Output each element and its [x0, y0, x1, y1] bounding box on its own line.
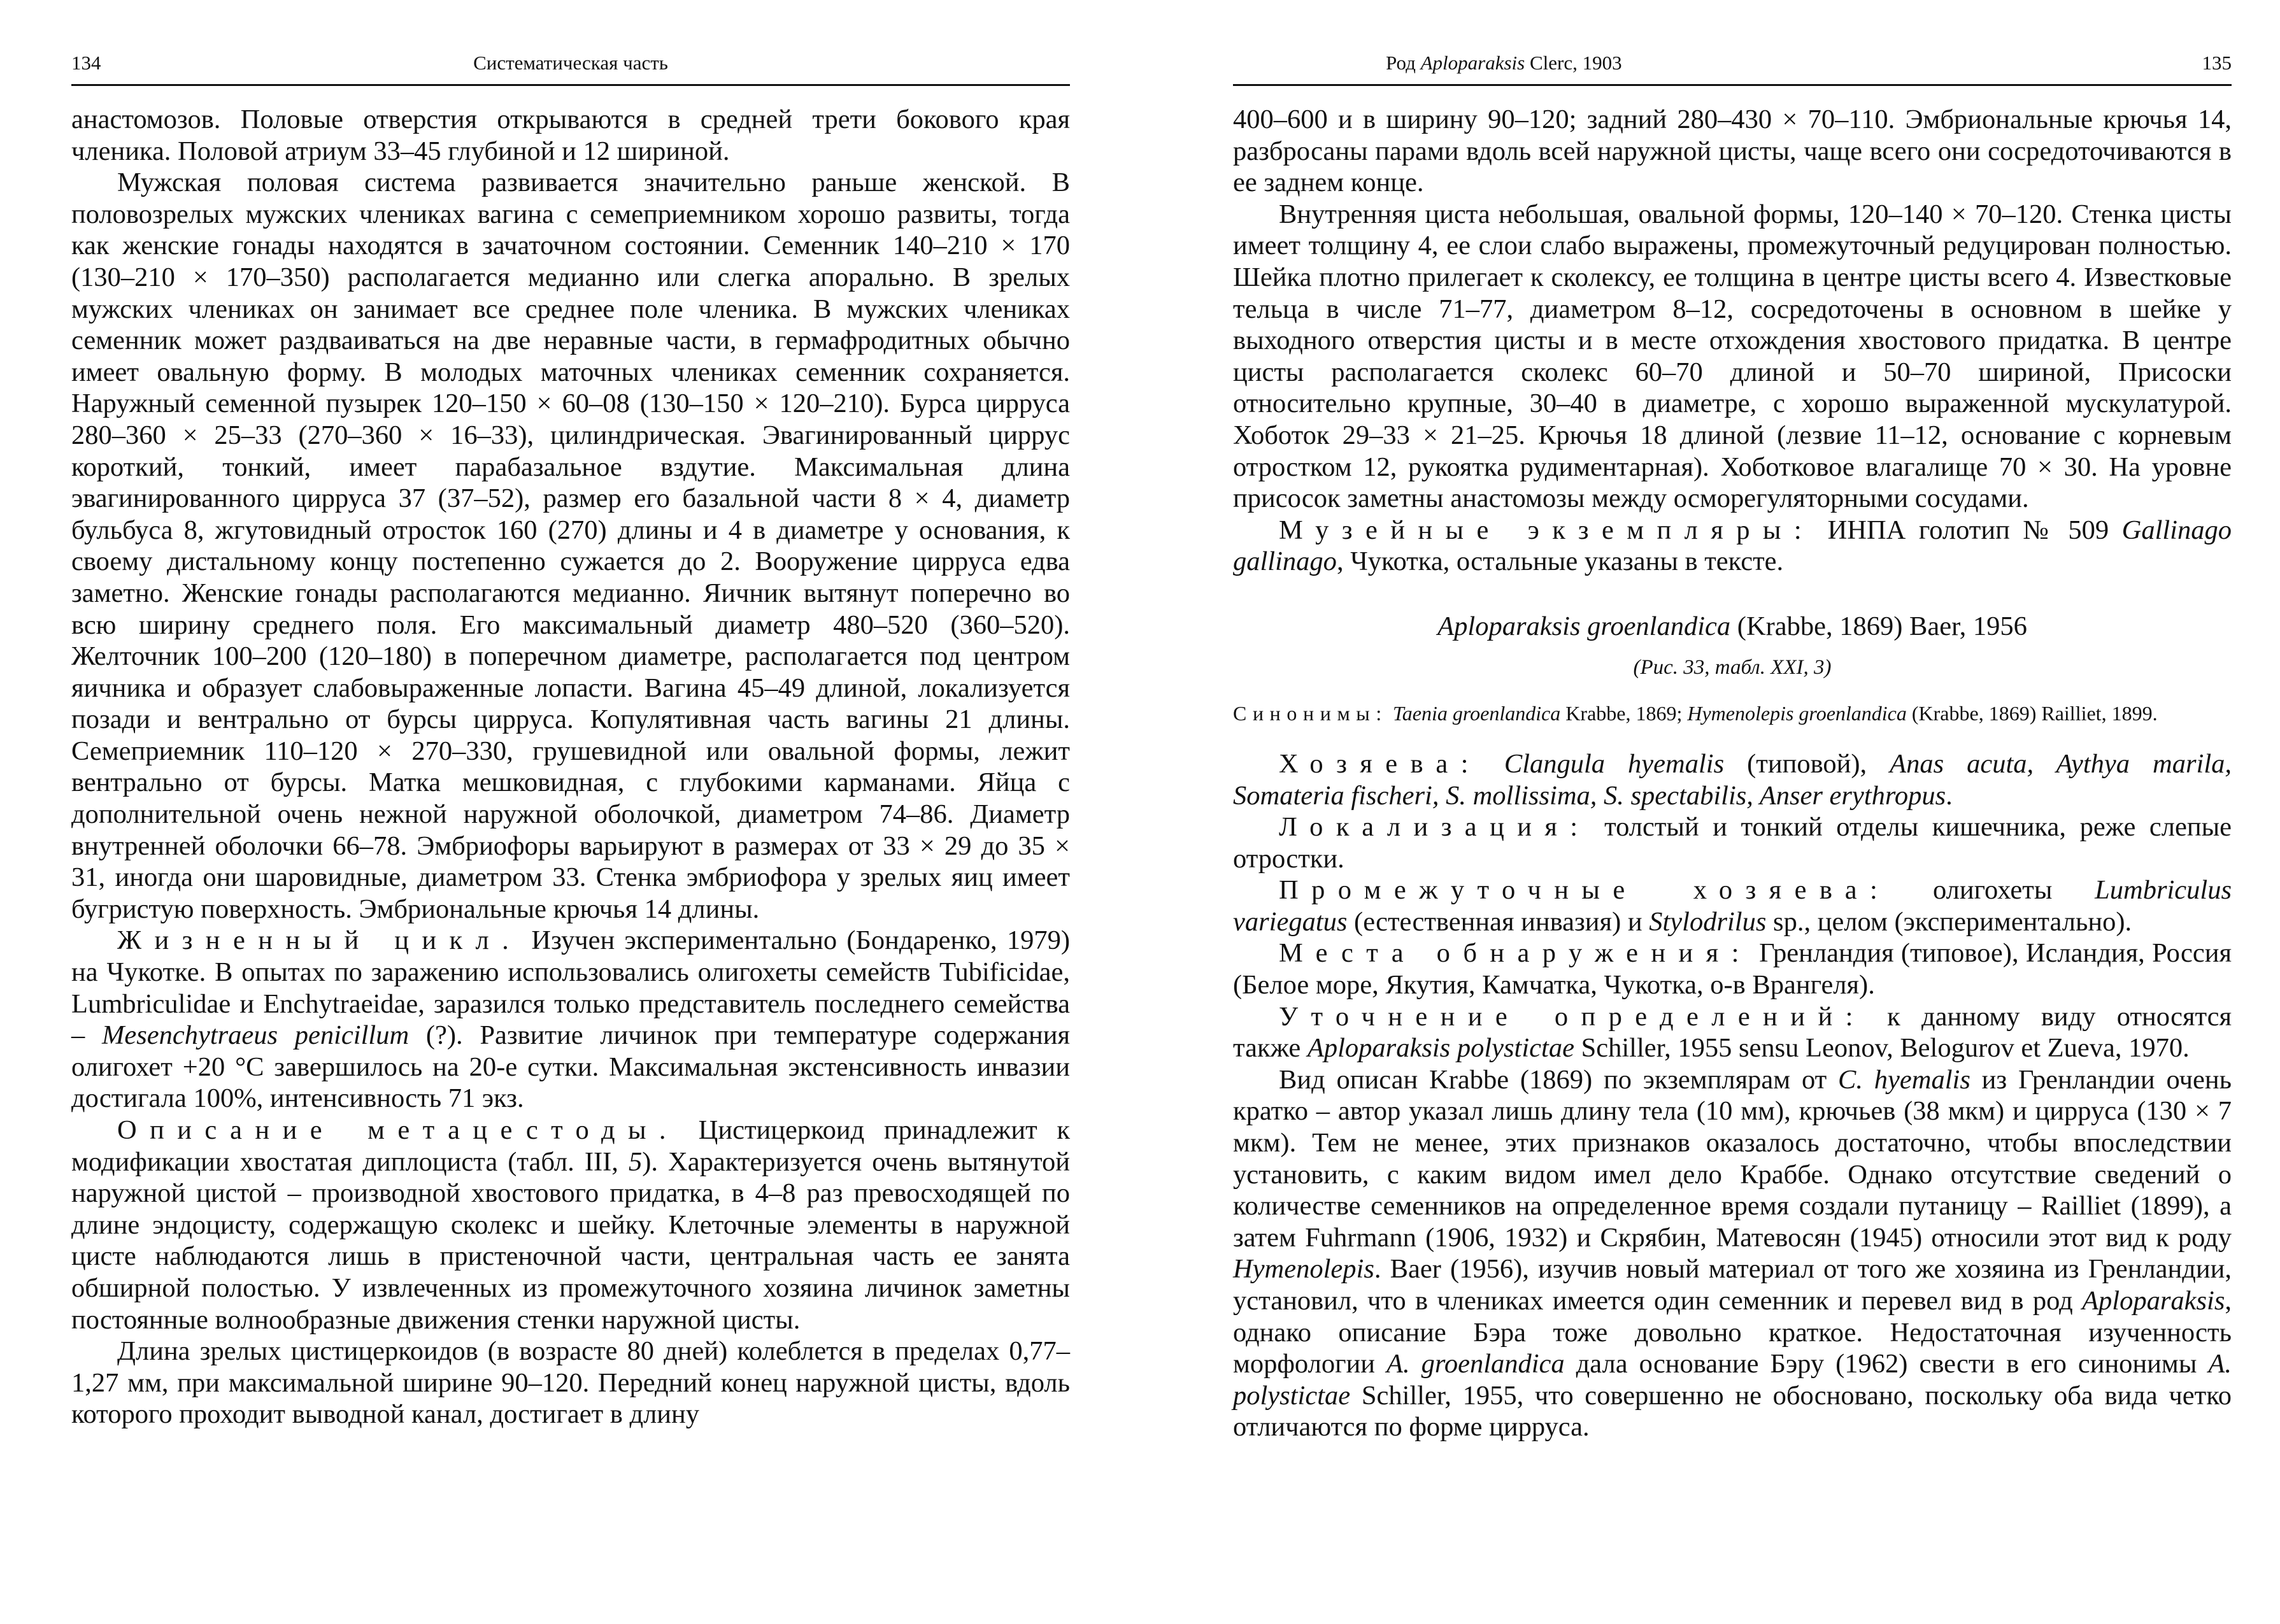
species-title: Aploparaksis groenlandica (Krabbe, 1869) Baer, 1956 [1437, 611, 2027, 641]
paragraph: Музейные экземпляры: ИНПА голотип № 509 Gallinago gallinago, Чукотка, остальные указаны в тексте. [1233, 515, 2232, 577]
paragraph: Длина зрелых цистицеркоидов (в возрасте 80 дней) колеблется в пределах 0,77–1,27 мм, при максимальной ширине 90–120. Передний конец наружной цисты, вдоль которого проходит выводной канал, достигает в длину [71, 1336, 1070, 1430]
right-header [1233, 45, 2232, 82]
figure-reference: (Рис. 33, табл. XXI, 3) [1633, 655, 1832, 679]
synonyms: Синонимы: Taenia groenlandica Krabbe, 1869; Hymenolepis groenlandica (Krabbe, 1869) Railliet, 1899. [1233, 701, 2158, 725]
right-page [1140, 0, 2280, 1624]
page-number: 135 [2202, 52, 2232, 74]
right-body [1233, 104, 2232, 1443]
page-number: 134 [71, 52, 101, 74]
localization: Локализация: толстый и тонкий отделы кишечника, реже слепые отростки. [1233, 812, 2232, 874]
paragraph: 400–600 и в ширину 90–120; задний 280–430 × 70–110. Эмбриональные крючья 14, разбросаны парами вдоль всей наружной цисты, чаще всего они сосредоточиваются в ее заднем конце. [1233, 104, 2232, 198]
header-rule [71, 84, 1070, 86]
left-header [71, 45, 1070, 82]
section-label: Музейные экземпляры: [1279, 515, 1815, 545]
hosts: Хозяева: Clangula hyemalis (типовой), Anas acuta, Aythya marila, Somateria fischeri, S. mollissima, S. spectabilis, Anser erythropus. [1233, 748, 2232, 811]
running-head: Род Aploparaksis Clerc, 1903 [1386, 52, 1622, 74]
intermediate-hosts: Промежуточные хозяева: олигохеты Lumbriculus variegatus (естественная инвазия) и Stylodrilus sp., целом (экспериментально). [1233, 875, 2232, 937]
left-body [71, 104, 1070, 1430]
paragraph: Мужская половая система развивается значительно раньше женской. В половозрелых мужских члениках вагина с семеприемником хорошо развиты, тогда как женские гонады находятся в зачаточном состоянии. Семенник 140–210 × 170 (130–210 × 170–350) располагается медианно или слегка апорально. В зрелых мужских члениках он занимает все среднее поле членика. В мужских члениках семенник может раздваиваться на две неравные части, в гермафродитных обычно имеет овальную форму. В молодых маточных члениках семенник сохраняется. Наружный семенной пузырек 120–150 × 60–08 (130–150 × 120–210). Бурса цирруса 280–360 × 25–33 (270–360 × 16–33), цилиндрическая. Эвагинированный циррус короткий, тонкий, имеет парабазальное вздутие. Максимальная длина эвагинированного цирруса 37 (37–52), размер его базальной части 8 × 4, диаметр бульбуса 8, жгутовидный отросток 160 (270) длины и 4 в диаметре у основания, к своему дистальному концу постепенно сужается до 2. Вооружение цирруса едва заметно. Женские гонады располагаются медианно. Яичник вытянут поперечно во всю ширину среднего поля. Его максимальный диаметр 480–520 (360–520). Желточник 100–200 (120–180) в поперечном диаметре, располагается под центром яичника и образует слабовыраженные лопасти. Вагина 45–49 длиной, локализуется позади и вентрально от бурсы цирруса. Копулятивная часть вагины 21 длины. Семеприемник 110–120 × 270–330, грушевидной или овальной формы, лежит вентрально от бурсы. Матка мешковидная, с глубокими карманами. Яйца с дополнительной очень нежной наружной оболочкой, диаметром 74–86. Диаметр внутренней оболочки 66–78. Эмбриофоры варьируют в размерах от 33 × 29 до 35 × 31, иногда они шаровидные, диаметром 33. Стенка эмбриофора у зрелых яиц имеет бугристую поверхность. Эмбриональные крючья 14 длины. [71, 167, 1070, 924]
header-rule [1233, 84, 2232, 86]
running-head: Систематическая часть [473, 52, 668, 74]
paragraph: Вид описан Krabbe (1869) по экземплярам от C. hyemalis из Гренландии очень кратко – автор указал лишь длину тела (10 мм), крючьев (38 мкм) и цирруса (130 × 7 мкм). Тем не менее, этих признаков оказалось достаточно, чтобы впоследствии установить, с каким видом имел дело Краббе. Однако отсутствие сведений о количестве семенников на определенное время создали путаницу – Railliet (1899), а затем Fuhrmann (1906, 1932) и Скрябин, Матевосян (1945) относили этот вид к роду Hymenolepis. Baer (1956), изучив новый материал от того же хозяина из Гренландии, установил, что в члениках имеется один семенник и перевел вид в род Aploparaksis, однако описание Бэра тоже довольно краткое. Недостаточная изученность морфологии A. groenlandica дала основание Бэру (1962) свести в его синонимы A. polystictae Schiller, 1955, что совершенно не обосновано, поскольку оба вида четко отличаются по форме цирруса. [1233, 1064, 2232, 1442]
section-label: Жизненный цикл. [117, 925, 522, 956]
paragraph: Внутренняя циста небольшая, овальной формы, 120–140 × 70–120. Стенка цисты имеет толщину 4, ее слои слабо выражены, промежуточный редуцирован полностью. Шейка плотно прилегает к сколексу, ее толщина в центре цисты всего 4. Известковые тельца в числе 71–77, диаметром 8–12, сосредоточены в основном в шейке у выходного отверстия цисты и в месте отхождения хвостового придатка. В центре цисты располагается сколекс 60–70 длиной и 50–70 шириной, Присоски относительно крупные, 30–40 в диаметре, с хорошо выраженной мускулатурой. Хоботок 29–33 × 21–25. Крючья 18 длиной (лезвие 11–12, основание с корневым отростком 12, рукоятка рудиментарная). Хоботковое влагалище 70 × 30. На уровне присосок заметны анастомозы между осморегуляторными сосудами. [1233, 199, 2232, 514]
places-found: Места обнаружения: Гренландия (типовое), Исландия, Россия (Белое море, Якутия, Камчатка, Чукотка, о-в Врангеля). [1233, 938, 2232, 1001]
paragraph: Жизненный цикл. Изучен экспериментально (Бондаренко, 1979) на Чукотке. В опытах по заражению использовались олигохеты семейств Tubificidae, Lumbriculidae и Enchytraeidae, заразился только представитель последнего семейства – Mesenchytraeus penicillum (?). Развитие личинок при температуре содержания олигохет +20 °С завершилось на 20-е сутки. Максимальная экстенсивность инвазии достигала 100%, интенсивность 71 экз. [71, 925, 1071, 1114]
paragraph: анастомозов. Половые отверстия открываются в средней трети бокового края членика. Половой атриум 33–45 глубиной и 12 шириной. [71, 104, 1070, 166]
paragraph: Описание метацестоды. Цистицеркоид принадлежит к модификации хвостатая диплоциста (табл. III, 5). Характеризуется очень вытянутой наружной цистой – производной хвостового придатка, в 4–8 раз превосходящей по длине эндоцисту, содержащую сколекс и шейку. Клеточные элементы в наружной цисте наблюдаются лишь в пристеночной части, центральная часть ее занята обширной полостью. У извлеченных из промежуточного хозяина личинок заметны постоянные волнообразные движения стенки наружной цисты. [71, 1115, 1071, 1335]
section-label: Описание метацестоды. [117, 1115, 679, 1145]
clarification: Уточнение определений: к данному виду относятся также Aploparaksis polystictae Schiller, 1955 sensu Leonov, Belogurov et Zueva, 1970. [1233, 1001, 2232, 1064]
